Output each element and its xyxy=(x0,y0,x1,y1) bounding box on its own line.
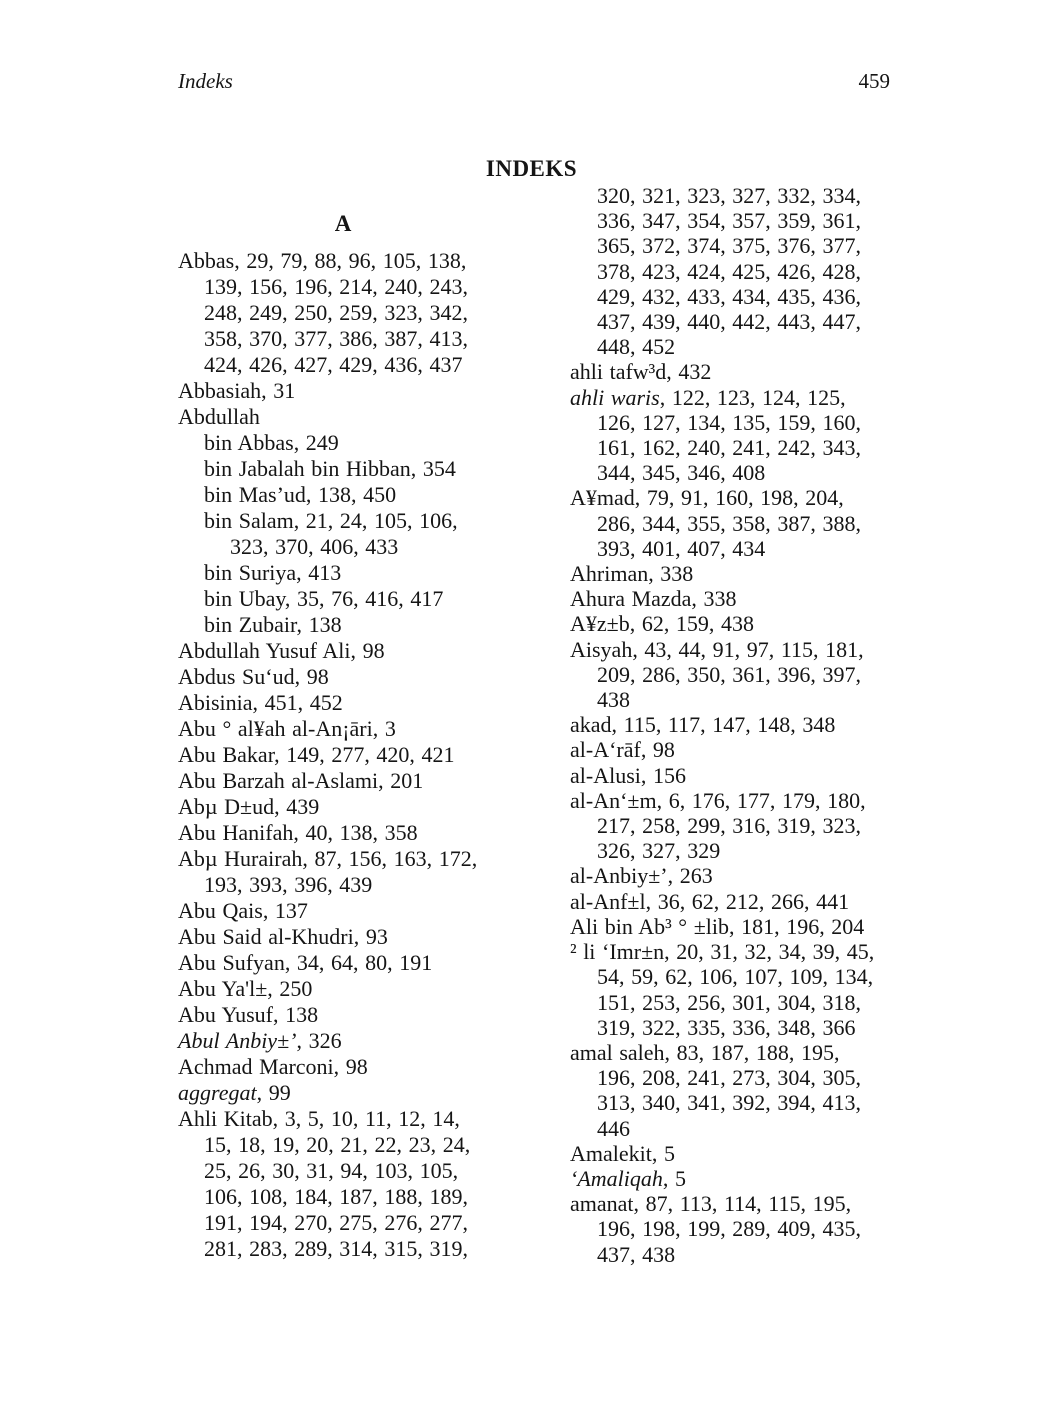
index-line: 209, 286, 350, 361, 396, 397, xyxy=(597,661,861,687)
index-line: Abu ° al¥ah al-An¡āri, 3 xyxy=(178,716,396,741)
index-line: amal saleh, 83, 187, 188, 195, xyxy=(570,1039,840,1065)
index-line: 336, 347, 354, 357, 359, 361, xyxy=(597,208,861,234)
index-line: Amalekit, 5 xyxy=(570,1140,675,1166)
index-line: ahli tafw³d, 432 xyxy=(570,359,712,385)
index-lines-right xyxy=(570,183,918,1267)
index-line: 319, 322, 335, 336, 348, 366 xyxy=(597,1014,856,1040)
index-line: Abdullah xyxy=(178,404,260,429)
index-line: 424, 426, 427, 429, 436, 437 xyxy=(204,352,463,377)
index-line: bin Zubair, 138 xyxy=(204,612,342,637)
index-line: 313, 340, 341, 392, 394, 413, xyxy=(597,1090,861,1116)
index-line: 437, 438 xyxy=(597,1241,676,1267)
index-line: bin Jabalah bin Hibban, 354 xyxy=(204,456,456,481)
index-lines-left xyxy=(178,248,523,1262)
running-header-title: Indeks xyxy=(178,69,233,93)
index-line: 196, 198, 199, 289, 409, 435, xyxy=(597,1216,861,1242)
index-line: bin Mas’ud, 138, 450 xyxy=(204,482,397,507)
index-line: Abu Bakar, 149, 277, 420, 421 xyxy=(178,742,455,767)
index-line: 191, 194, 270, 275, 276, 277, xyxy=(204,1210,468,1235)
index-line: Abµ D±ud, 439 xyxy=(178,794,320,819)
index-line: al-A‘rāf, 98 xyxy=(570,737,675,763)
index-line: 286, 344, 355, 358, 387, 388, xyxy=(597,510,861,536)
index-line: 139, 156, 196, 214, 240, 243, xyxy=(204,274,468,299)
index-line: 446 xyxy=(597,1115,630,1141)
index-line: 193, 393, 396, 439 xyxy=(204,872,373,897)
index-line: 344, 345, 346, 408 xyxy=(597,460,766,486)
index-line: al-Anf±l, 36, 62, 212, 266, 441 xyxy=(570,888,850,914)
index-line: aggregat, 99 xyxy=(178,1080,291,1105)
index-line: 358, 370, 377, 386, 387, 413, xyxy=(204,326,468,351)
index-line: Abdullah Yusuf Ali, 98 xyxy=(178,638,385,663)
index-line: 126, 127, 134, 135, 159, 160, xyxy=(597,409,861,435)
index-line: 106, 108, 184, 187, 188, 189, xyxy=(204,1184,468,1209)
index-line: Achmad Marconi, 98 xyxy=(178,1054,368,1079)
index-line: Abu Barzah al-Aslami, 201 xyxy=(178,768,424,793)
index-line: Abisinia, 451, 452 xyxy=(178,690,343,715)
index-line: bin Suriya, 413 xyxy=(204,560,342,585)
index-line: bin Salam, 21, 24, 105, 106, xyxy=(204,508,458,533)
index-line: ‘Amaliqah, 5 xyxy=(570,1165,686,1191)
index-line: Abdus Su‘ud, 98 xyxy=(178,664,329,689)
index-line: ahli waris, 122, 123, 124, 125, xyxy=(570,384,846,410)
index-line: Ali bin Ab³ ° ±lib, 181, 196, 204 xyxy=(570,913,865,939)
index-line: akad, 115, 117, 147, 148, 348 xyxy=(570,712,836,738)
index-line: 281, 283, 289, 314, 315, 319, xyxy=(204,1236,468,1261)
index-line: 320, 321, 323, 327, 332, 334, xyxy=(597,183,861,208)
page-number: 459 xyxy=(858,69,890,93)
index-line: 429, 432, 433, 434, 435, 436, xyxy=(597,283,861,309)
index-line: 448, 452 xyxy=(597,334,676,360)
index-line: Abµ Hurairah, 87, 156, 163, 172, xyxy=(178,846,478,871)
index-line: Abu Hanifah, 40, 138, 358 xyxy=(178,820,418,845)
index-line: 438 xyxy=(597,687,630,713)
index-line: Abbas, 29, 79, 88, 96, 105, 138, xyxy=(178,248,467,273)
index-line: Ahli Kitab, 3, 5, 10, 11, 12, 14, xyxy=(178,1106,460,1131)
index-line: Aisyah, 43, 44, 91, 97, 115, 181, xyxy=(570,636,864,662)
index-line: al-An‘±m, 6, 176, 177, 179, 180, xyxy=(570,787,866,813)
index-line: bin Abbas, 249 xyxy=(204,430,339,455)
index-line: Abbasiah, 31 xyxy=(178,378,296,403)
index-line: 54, 59, 62, 106, 107, 109, 134, xyxy=(597,964,874,990)
index-line: 217, 258, 299, 316, 319, 323, xyxy=(597,813,861,839)
index-term-italic: ahli waris xyxy=(570,384,660,410)
section-heading-a: A xyxy=(334,211,352,236)
index-term-italic: Abul Anbiy±’ xyxy=(178,1028,297,1053)
index-line: 393, 401, 407, 434 xyxy=(597,535,766,561)
index-line: 323, 370, 406, 433 xyxy=(230,534,399,559)
index-line: ² li ‘Imr±n, 20, 31, 32, 34, 39, 45, xyxy=(570,939,875,965)
page-title: INDEKS xyxy=(485,156,578,181)
index-line: Ahura Mazda, 338 xyxy=(570,586,737,612)
index-column-left xyxy=(178,211,523,1262)
index-line: 151, 253, 256, 301, 304, 318, xyxy=(597,989,861,1015)
index-line: 15, 18, 19, 20, 21, 22, 23, 24, xyxy=(204,1132,471,1157)
index-line: amanat, 87, 113, 114, 115, 195, xyxy=(570,1191,852,1217)
index-column-right xyxy=(570,183,918,1267)
running-header xyxy=(178,68,890,94)
index-line: bin Ubay, 35, 76, 416, 417 xyxy=(204,586,444,611)
index-line: 326, 327, 329 xyxy=(597,838,721,864)
index-line: 196, 208, 241, 273, 304, 305, xyxy=(597,1065,861,1091)
index-line: 378, 423, 424, 425, 426, 428, xyxy=(597,258,861,284)
index-line: A¥mad, 79, 91, 160, 198, 204, xyxy=(570,485,844,511)
index-line: Abu Said al-Khudri, 93 xyxy=(178,924,388,949)
index-line: al-Alusi, 156 xyxy=(570,762,686,788)
index-line: Abul Anbiy±’, 326 xyxy=(178,1028,342,1053)
index-line: Ahriman, 338 xyxy=(570,561,694,587)
index-line: 365, 372, 374, 375, 376, 377, xyxy=(597,233,861,259)
index-term-italic: aggregat xyxy=(178,1080,257,1105)
index-line: A¥z±b, 62, 159, 438 xyxy=(570,611,755,637)
index-line: Abu Qais, 137 xyxy=(178,898,308,923)
index-line: Abu Sufyan, 34, 64, 80, 191 xyxy=(178,950,433,975)
index-line: 437, 439, 440, 442, 443, 447, xyxy=(597,309,861,335)
index-term-italic: ‘Amaliqah xyxy=(570,1165,663,1191)
index-line: 25, 26, 30, 31, 94, 103, 105, xyxy=(204,1158,459,1183)
index-line: 161, 162, 240, 241, 242, 343, xyxy=(597,435,861,461)
index-line: al-Anbiy±’, 263 xyxy=(570,863,713,889)
index-line: Abu Yusuf, 138 xyxy=(178,1002,319,1027)
index-line: Abu Ya'l±, 250 xyxy=(178,976,313,1001)
index-line: 248, 249, 250, 259, 323, 342, xyxy=(204,300,468,325)
